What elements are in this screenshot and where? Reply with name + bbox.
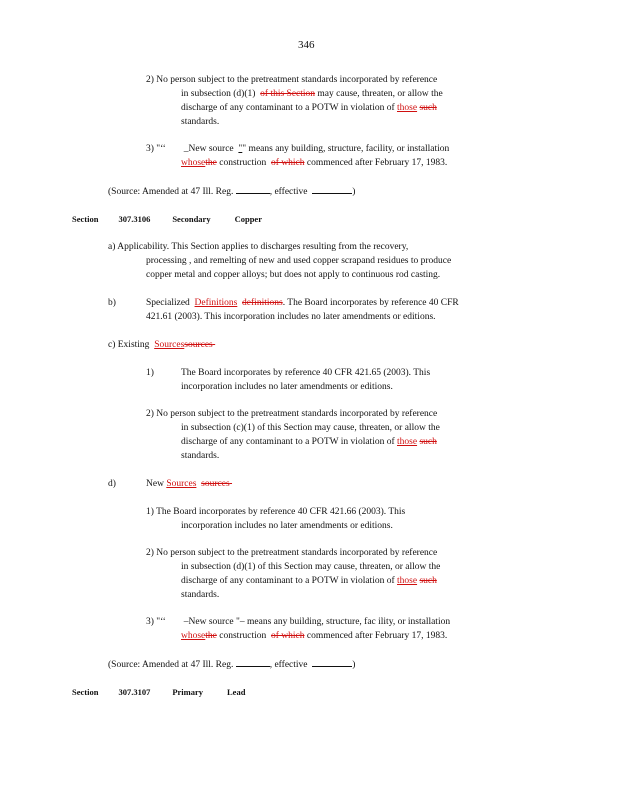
item-label: b) (108, 298, 116, 308)
item-line: Specialized Definitions definitions. The Board incorporates by reference 40 CFR (146, 298, 459, 308)
item-label: 2) No person subject to the pretreatment standards incorporated by reference (146, 75, 438, 85)
item-line: standards. (181, 451, 220, 461)
deleted-text: such (419, 576, 437, 586)
inserted-text: whose (181, 158, 206, 168)
inserted-text: Definitions (194, 298, 238, 308)
item-line: 1) The Board incorporates by reference 40 CFR 421.66 (2003). This (146, 507, 406, 517)
inserted-text: those (397, 576, 418, 586)
blank-field (312, 184, 352, 194)
inserted-text: Sources (166, 479, 197, 489)
deleted-text: such (419, 103, 437, 113)
item-line: discharge of any contaminant to a POTW in violation of those such (181, 576, 437, 586)
deleted-text: the (205, 158, 217, 168)
item-line: 3) "‘‘ –New source "– means any building, structure, fac ility, or installation (146, 617, 451, 627)
item-line: copper metal and copper alloys; but does not apply to continuous rod casting. (146, 270, 441, 280)
item-line: discharge of any contaminant to a POTW in violation of those such (181, 437, 437, 447)
item-line: discharge of any contaminant to a POTW in violation of those such (181, 103, 437, 113)
item-line: a) Applicability. This Section applies to discharges resulting from the recovery, (108, 242, 409, 252)
item-line: in subsection (d)(1) of this Section may cause, threaten, or allow the (181, 89, 443, 99)
deleted-text: of which (270, 631, 305, 641)
item-line: in subsection (c)(1) of this Section may cause, threaten, or allow the (181, 423, 440, 433)
item-label: 1) (146, 368, 154, 378)
deleted-space (213, 338, 245, 352)
item-line: incorporation includes no later amendments or editions. (181, 382, 393, 392)
inserted-text: whose (181, 631, 206, 641)
item-line: 421.61 (2003). This incorporation includes no later amendments or editions. (146, 312, 436, 322)
item-line: processing , and remelting of new and used copper scrapand residues to produce (146, 256, 452, 266)
source-note: (Source: Amended at 47 Ill. Reg. , effective ) (108, 657, 355, 672)
blank-field (236, 184, 270, 194)
source-note: (Source: Amended at 47 Ill. Reg. , effective ) (108, 184, 355, 199)
item-line: whosethe construction of which commenced after February 17, 1983. (181, 158, 448, 168)
page-number: 346 (298, 39, 315, 51)
inserted-text: those (397, 103, 418, 113)
item-line: incorporation includes no later amendments or editions. (181, 521, 393, 531)
item-line: 2) No person subject to the pretreatment standards incorporated by reference (146, 409, 438, 419)
item-line: The Board incorporates by reference 40 CFR 421.65 (2003). This (181, 368, 431, 378)
deleted-text: sources (184, 340, 213, 350)
deleted-text: of this Section (260, 89, 316, 99)
item-line: standards. (181, 590, 220, 600)
inserted-text: those (397, 437, 418, 447)
section-heading-3106: Section 307.3106 Secondary Copper (72, 214, 262, 224)
item-line: in subsection (d)(1) of this Section may cause, threaten, or allow the (181, 562, 441, 572)
deleted-space (230, 477, 240, 491)
item-line: whosethe construction of which commenced after February 17, 1983. (181, 631, 448, 641)
item-line: standards. (181, 117, 220, 127)
item-line: c) Existing Sourcessources (108, 338, 245, 352)
item-line: 3) "‘‘ _New source "" means any building, structure, facility, or installation (146, 144, 450, 154)
item-label: d) (108, 479, 116, 489)
blank-field (312, 657, 352, 667)
deleted-text: the (205, 631, 217, 641)
deleted-text: definitions (242, 298, 283, 308)
deleted-text: such (419, 437, 437, 447)
blank-field (236, 657, 270, 667)
deleted-text: sources (201, 479, 230, 489)
item-line: New Sources sources (146, 477, 240, 491)
item-line: 2) No person subject to the pretreatment standards incorporated by reference (146, 548, 438, 558)
deleted-text: of which (270, 158, 305, 168)
inserted-text: Sources (154, 340, 185, 350)
section-heading-3107: Section 307.3107 Primary Lead (72, 687, 246, 697)
